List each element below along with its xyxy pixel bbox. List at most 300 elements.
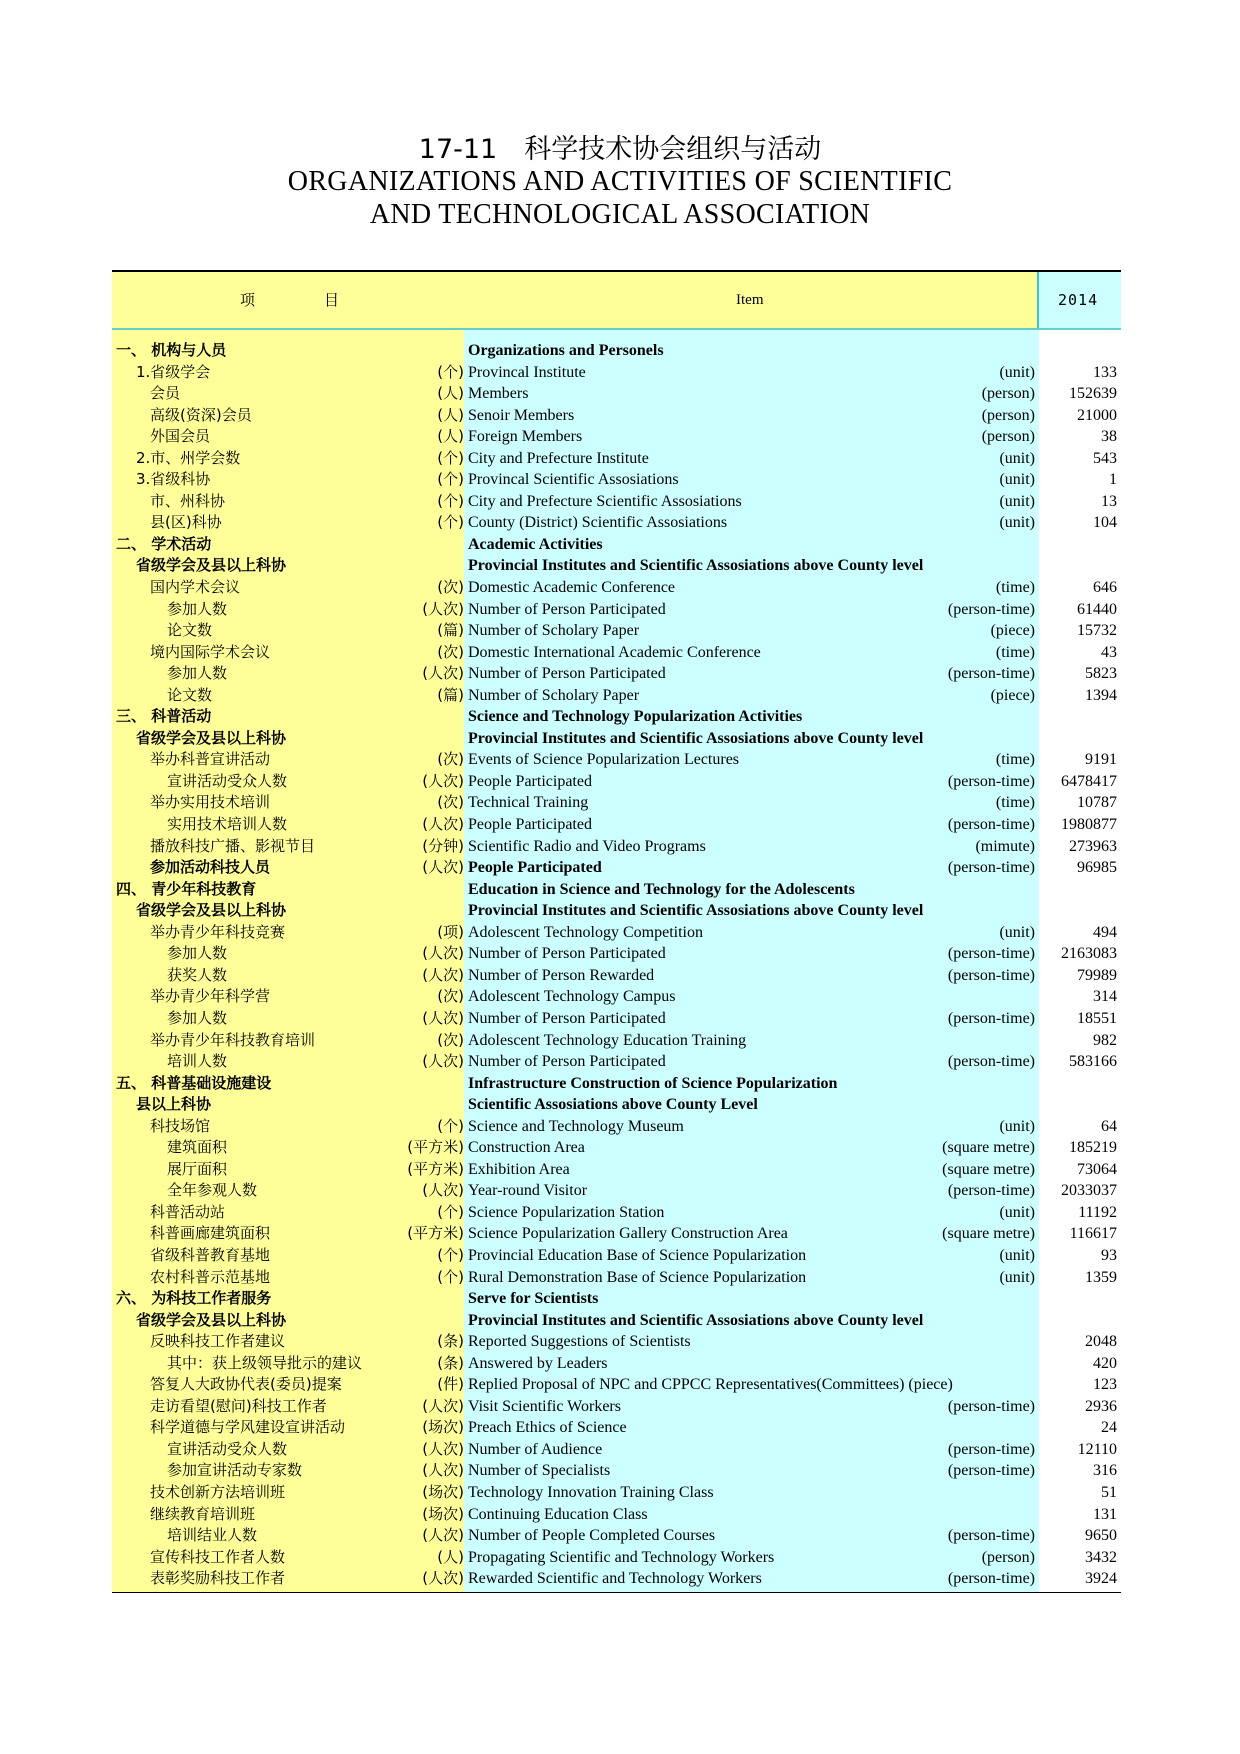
- row-item-english: Number of Person Rewarded: [468, 966, 655, 984]
- row-unit-english: (unit): [999, 1203, 1035, 1221]
- row-value-2014: 2936: [1085, 1397, 1117, 1415]
- row-item-chinese: 技术创新方法培训班: [150, 1482, 286, 1501]
- row-unit-english: (person-time): [947, 945, 1035, 963]
- row-item-chinese: 会员: [150, 384, 181, 403]
- row-unit-chinese: (个): [437, 1116, 464, 1135]
- row-item-english: Adolescent Technology Education Training: [468, 1031, 747, 1049]
- row-unit-chinese: (个): [437, 513, 464, 532]
- row-item-english: City and Prefecture Scientific Assosiations: [468, 492, 742, 510]
- row-value-2014: 543: [1093, 449, 1117, 467]
- table-row: [112, 448, 1121, 470]
- row-value-2014: 152639: [1069, 385, 1117, 403]
- row-unit-english: (person-time): [947, 600, 1035, 618]
- row-unit-chinese: (个): [437, 448, 464, 467]
- row-unit-english: (mimute): [975, 837, 1035, 855]
- row-unit-english: (time): [995, 579, 1035, 597]
- page-title-english-line1: ORGANIZATIONS AND ACTIVITIES OF SCIENTIFIC: [287, 166, 953, 197]
- table-row: [112, 1460, 1121, 1482]
- row-unit-english: (unit): [999, 471, 1035, 489]
- row-unit-chinese: (人次): [422, 599, 464, 618]
- page-title-chinese: 17-11 科学技术协会组织与活动: [418, 134, 822, 165]
- row-item-english: Provincal Institute: [468, 363, 586, 381]
- row-item-chinese: 2.市、州学会数: [136, 448, 241, 467]
- table-row: [112, 512, 1121, 534]
- table-rows: [112, 330, 1121, 1592]
- row-item-english: Provincal Scientific Assosiations: [468, 471, 679, 489]
- row-item-english: Construction Area: [468, 1139, 585, 1157]
- row-item-chinese: 市、州科协: [150, 491, 226, 510]
- row-unit-chinese: (次): [437, 793, 464, 812]
- row-unit-chinese: (人次): [422, 1461, 464, 1480]
- row-unit-chinese: (人): [437, 384, 464, 403]
- row-item-english: Science and Technology Museum: [468, 1117, 684, 1135]
- row-unit-chinese: (次): [437, 1030, 464, 1049]
- table-row: [112, 706, 1121, 728]
- table-row: [112, 1504, 1121, 1526]
- table-row: [112, 879, 1121, 901]
- table-row: [112, 986, 1121, 1008]
- row-item-chinese: 宣传科技工作者人数: [150, 1547, 286, 1566]
- table-row: [112, 491, 1121, 513]
- row-unit-english: (person-time): [947, 816, 1035, 834]
- row-item-english: Number of Person Participated: [468, 1009, 666, 1027]
- row-unit-chinese: (平方米): [407, 1138, 464, 1157]
- row-item-english: Scientific Radio and Video Programs: [468, 837, 706, 855]
- table-row: [112, 836, 1121, 858]
- row-item-english: Number of Specialists: [468, 1462, 611, 1480]
- row-item-english: Technology Innovation Training Class: [468, 1483, 714, 1501]
- row-unit-chinese: (人次): [422, 771, 464, 790]
- table-row: [112, 469, 1121, 491]
- row-item-chinese: 县(区)科协: [150, 513, 222, 532]
- table-row: [112, 1223, 1121, 1245]
- table-row: [112, 685, 1121, 707]
- row-item-english: Visit Scientific Workers: [468, 1397, 621, 1415]
- row-item-chinese: 省级科普教育基地: [150, 1245, 271, 1264]
- row-value-2014: 123: [1093, 1376, 1117, 1394]
- row-value-2014: 2033037: [1061, 1182, 1117, 1200]
- row-item-chinese: 科学道德与学风建设宣讲活动: [150, 1418, 346, 1437]
- table-header: [112, 272, 1121, 328]
- row-value-2014: 51: [1101, 1483, 1117, 1501]
- table-row: [112, 1180, 1121, 1202]
- row-unit-english: (square metre): [942, 1225, 1035, 1243]
- row-item-english: People Participated: [468, 816, 592, 834]
- table-row: [112, 599, 1121, 621]
- row-item-chinese: 外国会员: [150, 427, 211, 446]
- row-item-chinese: 六、 为科技工作者服务: [116, 1289, 272, 1308]
- table-row: [112, 534, 1121, 556]
- header-year: 2014: [1058, 291, 1099, 309]
- table-row: [112, 1396, 1121, 1418]
- row-unit-chinese: (人次): [422, 965, 464, 984]
- row-item-english: Education in Science and Technology for the Adolescents: [468, 880, 855, 898]
- row-item-chinese: 参加人数: [167, 944, 228, 963]
- row-item-english: Replied Proposal of NPC and CPPCC Representatives(Committees) (piece): [468, 1376, 953, 1394]
- table-row: [112, 1482, 1121, 1504]
- table-row: [112, 426, 1121, 448]
- row-item-english: Scientific Assosiations above County Level: [468, 1096, 758, 1114]
- row-item-english: Foreign Members: [468, 428, 583, 446]
- row-unit-chinese: (个): [437, 1202, 464, 1221]
- row-item-chinese: 宣讲活动受众人数: [167, 1439, 288, 1458]
- row-value-2014: 583166: [1069, 1053, 1117, 1071]
- row-unit-chinese: (人): [437, 405, 464, 424]
- row-unit-chinese: (人次): [422, 944, 464, 963]
- row-item-english: Events of Science Popularization Lectures: [468, 751, 740, 769]
- row-value-2014: 5823: [1085, 665, 1117, 683]
- row-item-english: Reported Suggestions of Scientists: [468, 1333, 691, 1351]
- row-item-chinese: 高级(资深)会员: [150, 405, 252, 424]
- row-value-2014: 1359: [1085, 1268, 1117, 1286]
- row-item-english: Rewarded Scientific and Technology Workers: [468, 1570, 762, 1588]
- row-item-chinese: 1.省级学会: [136, 362, 211, 381]
- header-item: Item: [736, 292, 764, 308]
- row-unit-chinese: (人次): [422, 815, 464, 834]
- row-unit-chinese: (人次): [422, 1052, 464, 1071]
- table-row: [112, 1568, 1121, 1590]
- row-item-english: County (District) Scientific Assosiations: [468, 514, 728, 532]
- row-unit-english: (person-time): [947, 772, 1035, 790]
- row-item-chinese: 展厅面积: [167, 1159, 228, 1178]
- row-item-chinese: 举办实用技术培训: [150, 793, 271, 812]
- table-row: [112, 405, 1121, 427]
- row-unit-chinese: (条): [437, 1353, 464, 1372]
- row-value-2014: 73064: [1077, 1160, 1117, 1178]
- row-unit-english: (time): [995, 794, 1035, 812]
- row-value-2014: 43: [1101, 643, 1117, 661]
- row-item-english: Answered by Leaders: [468, 1354, 608, 1372]
- row-unit-chinese: (个): [437, 470, 464, 489]
- table-row: [112, 728, 1121, 750]
- row-item-english: Continuing Education Class: [468, 1505, 648, 1523]
- row-item-chinese: 一、 机构与人员: [116, 341, 227, 359]
- row-item-english: Organizations and Personels: [468, 342, 664, 359]
- row-item-english: People Participated: [468, 772, 592, 790]
- row-unit-english: (person-time): [947, 859, 1035, 877]
- row-item-english: Science Popularization Station: [468, 1203, 665, 1221]
- row-value-2014: 185219: [1069, 1139, 1117, 1157]
- row-value-2014: 133: [1093, 363, 1117, 381]
- row-unit-english: (unit): [999, 1246, 1035, 1264]
- table-row: [112, 1008, 1121, 1030]
- row-unit-chinese: (人次): [422, 664, 464, 683]
- table-row: [112, 1439, 1121, 1461]
- table-row: [112, 555, 1121, 577]
- row-item-chinese: 论文数: [167, 621, 213, 640]
- row-item-chinese: 二、 学术活动: [116, 534, 212, 553]
- row-item-chinese: 继续教育培训班: [150, 1504, 256, 1523]
- row-value-2014: 9650: [1085, 1527, 1117, 1545]
- row-unit-chinese: (场次): [422, 1504, 464, 1523]
- row-value-2014: 64: [1101, 1117, 1117, 1135]
- header-divider: [1037, 272, 1039, 328]
- row-item-chinese: 参加宣讲活动专家数: [167, 1461, 303, 1480]
- row-item-chinese: 反映科技工作者建议: [150, 1332, 286, 1351]
- row-item-english: People Participated: [468, 859, 602, 877]
- row-value-2014: 9191: [1085, 751, 1117, 769]
- row-item-chinese: 省级学会及县以上科协: [136, 556, 287, 575]
- row-item-english: City and Prefecture Institute: [468, 449, 649, 467]
- row-item-english: Year-round Visitor: [468, 1182, 588, 1200]
- row-item-chinese: 播放科技广播、影视节目: [150, 836, 316, 855]
- row-unit-english: (person-time): [947, 1462, 1035, 1480]
- row-item-chinese: 3.省级科协: [136, 470, 211, 489]
- row-value-2014: 116617: [1069, 1225, 1117, 1243]
- row-item-chinese: 论文数: [167, 685, 213, 704]
- row-item-english: Domestic Academic Conference: [468, 579, 676, 597]
- row-value-2014: 38: [1101, 428, 1117, 446]
- row-unit-english: (unit): [999, 1268, 1035, 1286]
- row-unit-chinese: (个): [437, 362, 464, 381]
- row-unit-chinese: (人次): [422, 858, 464, 877]
- table-row: [112, 1159, 1121, 1181]
- table-row: [112, 900, 1121, 922]
- row-item-chinese: 参加人数: [167, 599, 228, 618]
- statistics-table: [112, 270, 1121, 1593]
- row-unit-chinese: (场次): [422, 1482, 464, 1501]
- table-row: [112, 1030, 1121, 1052]
- row-item-english: Domestic International Academic Conference: [468, 643, 761, 661]
- table-body: [112, 330, 1121, 1592]
- row-item-chinese: 三、 科普活动: [116, 707, 212, 726]
- table-row: [112, 1353, 1121, 1375]
- row-value-2014: 93: [1101, 1246, 1117, 1264]
- row-item-english: Senoir Members: [468, 406, 575, 424]
- table-row: [112, 362, 1121, 384]
- table-row: [112, 1417, 1121, 1439]
- row-unit-chinese: (个): [437, 1267, 464, 1286]
- table-row: [112, 749, 1121, 771]
- table-row: [112, 965, 1121, 987]
- row-unit-chinese: (次): [437, 750, 464, 769]
- row-item-chinese: 省级学会及县以上科协: [136, 1310, 287, 1329]
- row-unit-chinese: (条): [437, 1332, 464, 1351]
- row-item-chinese: 全年参观人数: [167, 1181, 258, 1200]
- row-item-chinese: 科普画廊建筑面积: [150, 1224, 271, 1243]
- row-value-2014: 494: [1093, 923, 1117, 941]
- row-value-2014: 79989: [1077, 966, 1117, 984]
- table-row: [112, 814, 1121, 836]
- table-row: [112, 1288, 1121, 1310]
- row-item-english: Provincial Institutes and Scientific Assosiations above County level: [468, 1311, 924, 1329]
- row-item-chinese: 表彰奖励科技工作者: [150, 1569, 286, 1588]
- row-item-english: Science Popularization Gallery Construction Area: [468, 1225, 788, 1243]
- row-unit-english: (unit): [999, 363, 1035, 381]
- row-item-english: Number of Person Participated: [468, 600, 666, 618]
- table-row: [112, 663, 1121, 685]
- table-row: [112, 1525, 1121, 1547]
- row-value-2014: 420: [1093, 1354, 1117, 1372]
- row-unit-chinese: (人次): [422, 1569, 464, 1588]
- row-item-english: Science and Technology Popularization Activities: [468, 708, 803, 726]
- row-unit-chinese: (次): [437, 578, 464, 597]
- row-item-chinese: 获奖人数: [167, 965, 228, 984]
- row-value-2014: 3924: [1085, 1570, 1117, 1588]
- table-row: [112, 340, 1121, 362]
- row-value-2014: 1: [1109, 471, 1117, 489]
- row-item-chinese: 建筑面积: [167, 1138, 228, 1157]
- row-unit-chinese: (人次): [422, 1181, 464, 1200]
- row-value-2014: 6478417: [1061, 772, 1117, 790]
- row-unit-chinese: (个): [437, 1245, 464, 1264]
- row-item-english: Number of People Completed Courses: [468, 1527, 716, 1545]
- row-item-english: Members: [468, 385, 529, 403]
- row-item-chinese: 实用技术培训人数: [167, 815, 288, 834]
- row-unit-english: (person): [981, 385, 1035, 403]
- table-row: [112, 1137, 1121, 1159]
- row-unit-english: (person-time): [947, 1182, 1035, 1200]
- row-value-2014: 104: [1093, 514, 1117, 532]
- table-row: [112, 1094, 1121, 1116]
- row-item-chinese: 培训结业人数: [167, 1526, 258, 1545]
- row-item-chinese: 举办青少年科技竞赛: [150, 922, 286, 941]
- row-unit-english: (person-time): [947, 1527, 1035, 1545]
- row-unit-chinese: (个): [437, 491, 464, 510]
- table-row: [112, 1051, 1121, 1073]
- row-value-2014: 314: [1093, 988, 1117, 1006]
- table-row: [112, 1202, 1121, 1224]
- table-row: [112, 857, 1121, 879]
- table-row: [112, 1374, 1121, 1396]
- row-unit-english: (time): [995, 751, 1035, 769]
- row-item-english: Number of Person Participated: [468, 665, 666, 683]
- row-item-english: Serve for Scientists: [468, 1290, 599, 1308]
- row-item-chinese: 国内学术会议: [150, 578, 241, 597]
- row-value-2014: 15732: [1077, 622, 1117, 640]
- row-item-english: Provincial Institutes and Scientific Assosiations above County level: [468, 729, 924, 747]
- row-value-2014: 21000: [1077, 406, 1117, 424]
- row-item-chinese: 县以上科协: [136, 1095, 212, 1114]
- row-item-chinese: 举办青少年科学营: [150, 987, 271, 1006]
- row-value-2014: 1980877: [1061, 816, 1117, 834]
- row-item-english: Adolescent Technology Campus: [468, 988, 676, 1006]
- table-row: [112, 1245, 1121, 1267]
- row-item-english: Number of Person Participated: [468, 945, 666, 963]
- table-row: [112, 771, 1121, 793]
- row-unit-chinese: (人次): [422, 1439, 464, 1458]
- row-item-english: Adolescent Technology Competition: [468, 923, 703, 941]
- row-unit-english: (person): [981, 428, 1035, 446]
- page-title-english-line2: AND TECHNOLOGICAL ASSOCIATION: [369, 199, 871, 230]
- row-item-chinese: 参加活动科技人员: [150, 858, 271, 877]
- row-item-chinese: 科技场馆: [150, 1116, 211, 1135]
- row-item-english: Propagating Scientific and Technology Workers: [468, 1548, 775, 1566]
- table-row: [112, 792, 1121, 814]
- row-value-2014: 2048: [1085, 1333, 1117, 1351]
- header-mu: 目: [324, 291, 340, 309]
- row-value-2014: 316: [1093, 1462, 1117, 1480]
- row-item-english: Technical Training: [468, 794, 589, 812]
- table-row: [112, 383, 1121, 405]
- row-value-2014: 24: [1101, 1419, 1117, 1437]
- row-unit-english: (time): [995, 643, 1035, 661]
- row-item-english: Provincial Institutes and Scientific Assosiations above County level: [468, 557, 924, 575]
- table-row: [112, 1116, 1121, 1138]
- row-value-2014: 273963: [1069, 837, 1117, 855]
- table-row: [112, 943, 1121, 965]
- row-unit-english: (person-time): [947, 966, 1035, 984]
- row-unit-english: (person-time): [947, 1053, 1035, 1071]
- row-unit-chinese: (人): [437, 1547, 464, 1566]
- header-xiang: 项: [240, 291, 256, 309]
- row-unit-chinese: (平方米): [407, 1159, 464, 1178]
- row-value-2014: 12110: [1077, 1440, 1117, 1458]
- row-item-chinese: 科普活动站: [150, 1202, 226, 1221]
- row-unit-english: (piece): [990, 686, 1035, 704]
- table-row: [112, 1267, 1121, 1289]
- row-unit-english: (person-time): [947, 665, 1035, 683]
- row-item-chinese: 其中：获上级领导批示的建议: [167, 1353, 363, 1372]
- row-item-english: Rural Demonstration Base of Science Popularization: [468, 1268, 807, 1286]
- row-unit-chinese: (人): [437, 427, 464, 446]
- row-unit-english: (square metre): [942, 1160, 1035, 1178]
- row-unit-chinese: (次): [437, 642, 464, 661]
- table-row: [112, 1331, 1121, 1353]
- row-unit-chinese: (分钟): [422, 836, 464, 855]
- row-unit-chinese: (平方米): [407, 1224, 464, 1243]
- row-item-chinese: 参加人数: [167, 1008, 228, 1027]
- row-item-chinese: 省级学会及县以上科协: [136, 728, 287, 747]
- table-row: [112, 577, 1121, 599]
- row-unit-english: (person): [981, 406, 1035, 424]
- row-item-chinese: 举办科普宣讲活动: [150, 750, 271, 769]
- row-value-2014: 646: [1093, 579, 1117, 597]
- row-unit-chinese: (次): [437, 987, 464, 1006]
- table-row: [112, 1073, 1121, 1095]
- row-unit-english: (unit): [999, 923, 1035, 941]
- row-value-2014: 982: [1093, 1031, 1117, 1049]
- row-unit-english: (piece): [990, 622, 1035, 640]
- row-unit-english: (unit): [999, 449, 1035, 467]
- row-value-2014: 11192: [1078, 1203, 1117, 1221]
- row-unit-chinese: (人次): [422, 1526, 464, 1545]
- row-item-english: Academic Activities: [468, 535, 603, 553]
- row-unit-english: (person-time): [947, 1009, 1035, 1027]
- row-unit-chinese: (人次): [422, 1008, 464, 1027]
- table-row: [112, 1310, 1121, 1332]
- row-item-english: Infrastructure Construction of Science Popularization: [468, 1074, 838, 1092]
- table-row: [112, 642, 1121, 664]
- table-row: [112, 1547, 1121, 1569]
- row-value-2014: 13: [1101, 492, 1117, 510]
- row-value-2014: 3432: [1085, 1548, 1117, 1566]
- row-unit-chinese: (件): [437, 1375, 464, 1394]
- row-unit-english: (person): [981, 1548, 1035, 1566]
- row-item-chinese: 农村科普示范基地: [150, 1267, 271, 1286]
- row-unit-english: (unit): [999, 514, 1035, 532]
- row-unit-english: (unit): [999, 492, 1035, 510]
- row-item-english: Number of Audience: [468, 1440, 603, 1458]
- row-item-english: Provincial Education Base of Science Popularization: [468, 1246, 807, 1264]
- row-value-2014: 131: [1093, 1505, 1117, 1523]
- row-value-2014: 2163083: [1061, 945, 1117, 963]
- table-row: [112, 922, 1121, 944]
- row-unit-chinese: (篇): [437, 685, 464, 704]
- row-item-chinese: 宣讲活动受众人数: [167, 771, 288, 790]
- row-item-english: Number of Scholary Paper: [468, 686, 640, 704]
- row-item-chinese: 参加人数: [167, 664, 228, 683]
- row-item-chinese: 答复人大政协代表(委员)提案: [150, 1375, 342, 1394]
- row-item-english: Provincial Institutes and Scientific Assosiations above County level: [468, 902, 924, 920]
- row-value-2014: 18551: [1077, 1009, 1117, 1027]
- row-unit-chinese: (项): [437, 922, 464, 941]
- row-item-chinese: 境内国际学术会议: [150, 642, 271, 661]
- row-unit-chinese: (人次): [422, 1396, 464, 1415]
- row-item-english: Number of Person Participated: [468, 1053, 666, 1071]
- row-unit-english: (unit): [999, 1117, 1035, 1135]
- row-unit-chinese: (场次): [422, 1418, 464, 1437]
